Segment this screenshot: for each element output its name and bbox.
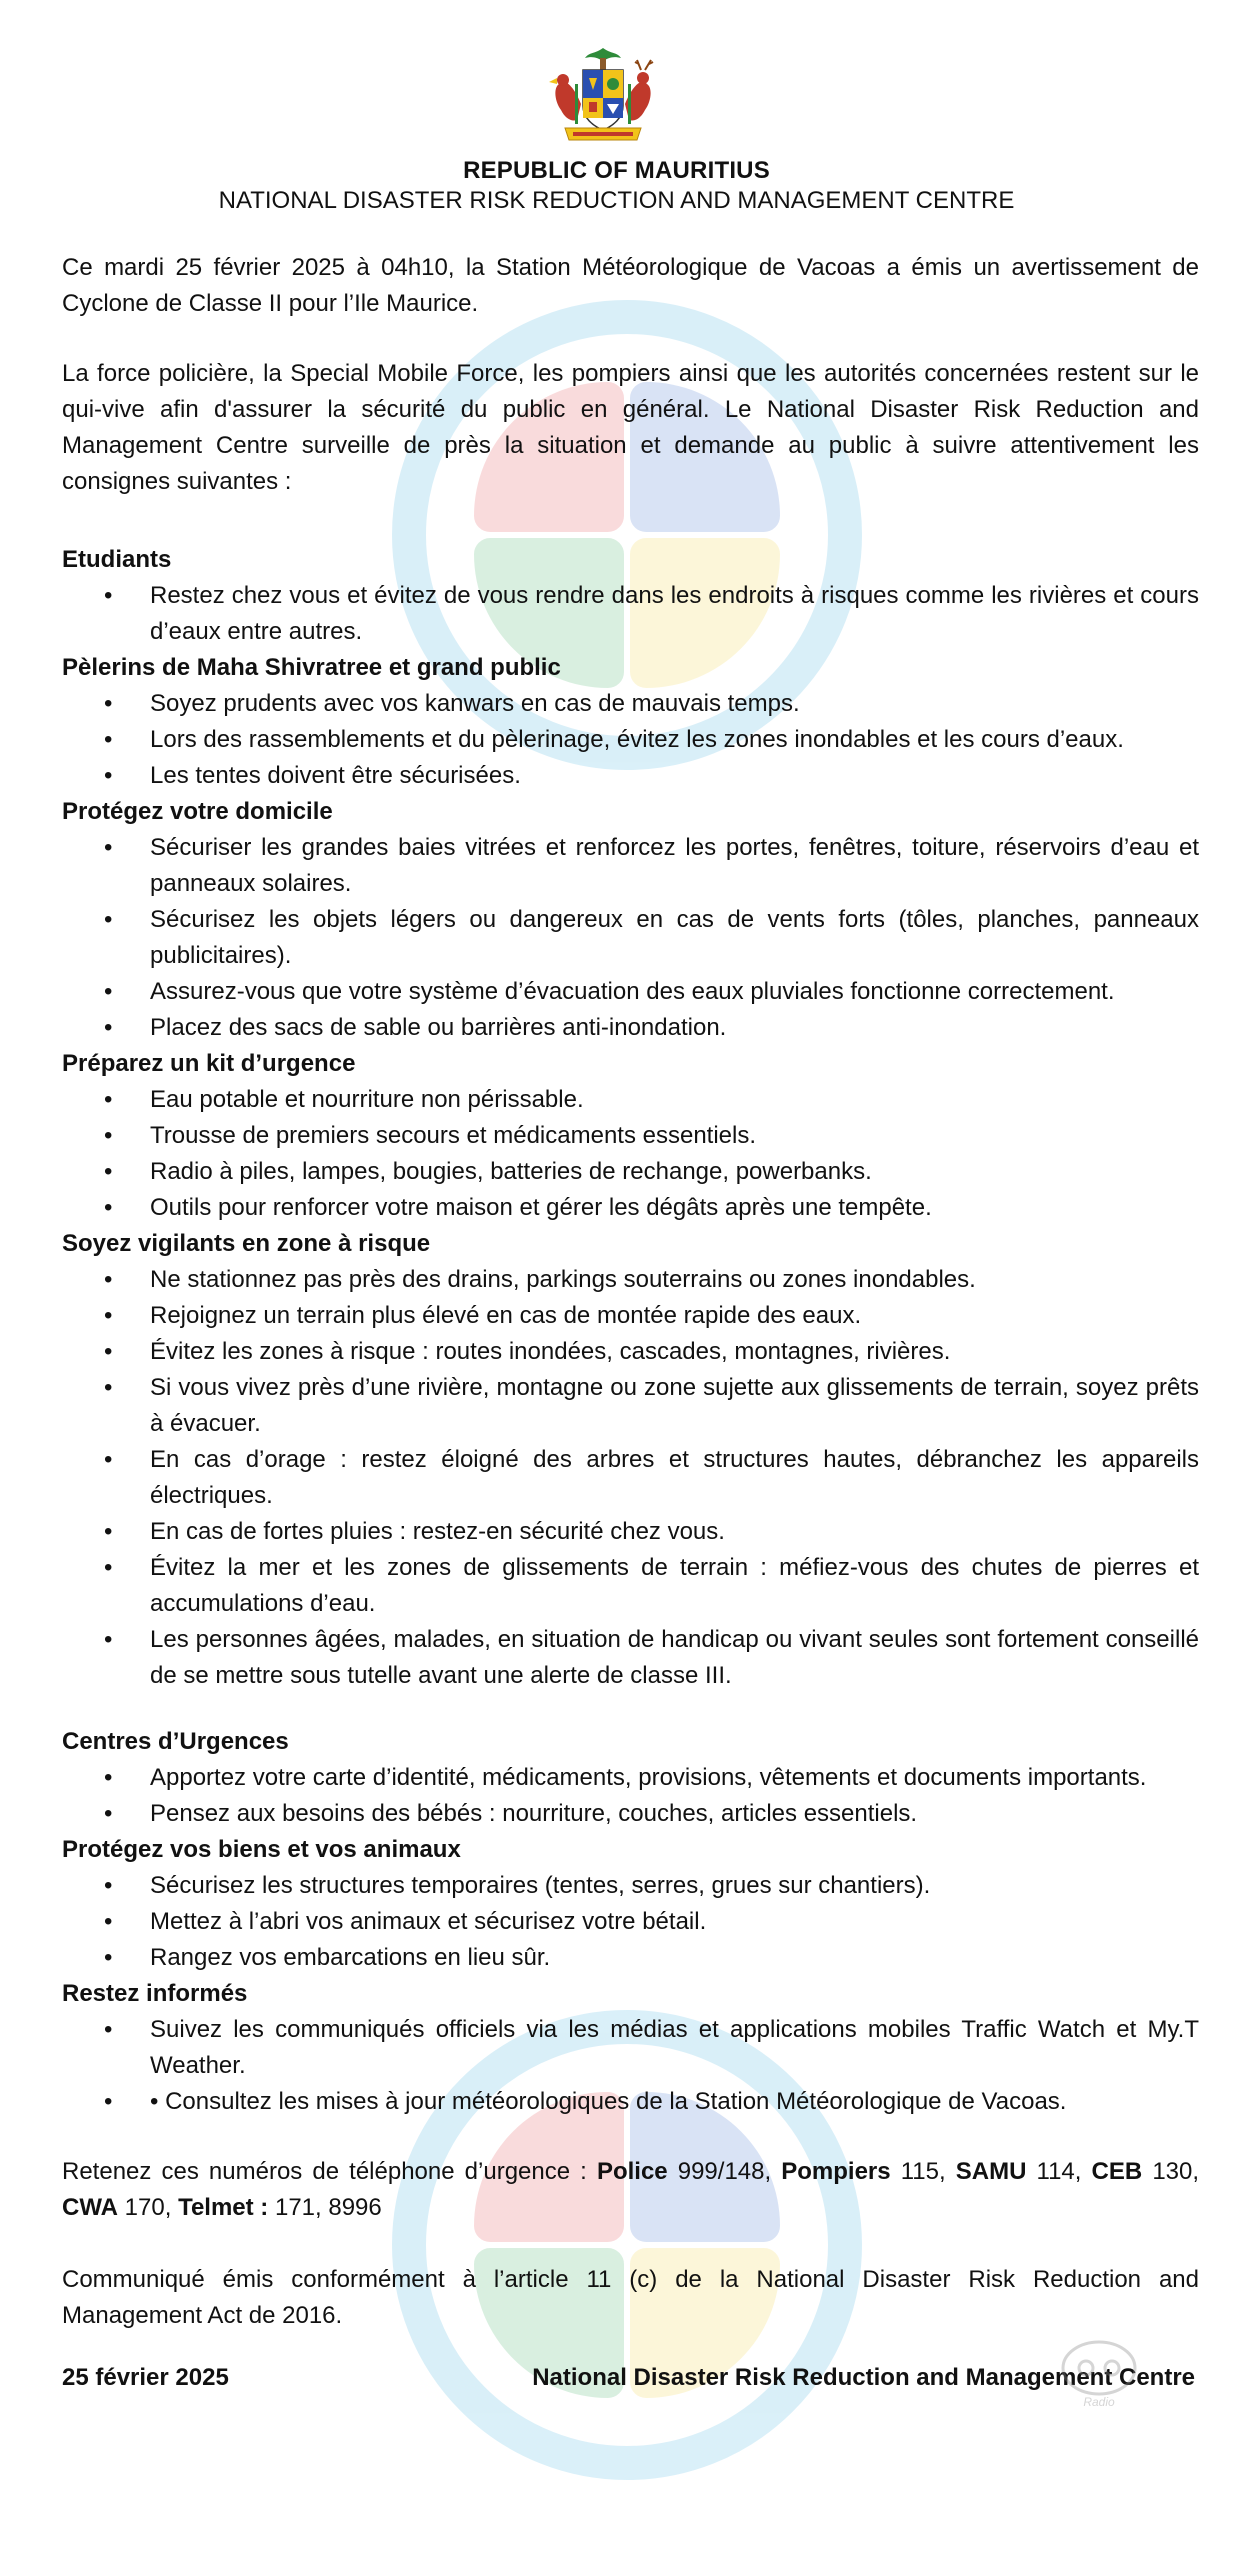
list-item-text: Pensez aux besoins des bébés : nourriture, couches, articles essentiels. [150,1800,918,1827]
samu-number: 114, [1036,2158,1082,2185]
bullet-icon: • [104,978,113,1005]
bullet-icon: • [104,1374,113,1401]
bullet-icon: • [104,1908,113,1935]
section-title: Soyez vigilants en zone à risque [62,1230,431,1257]
list-item [62,2012,1199,2084]
bullet-icon: • [104,1764,113,1791]
bullet-icon: • [104,2016,113,2043]
list-item-text: Les tentes doivent être sécurisées. [150,762,521,789]
cwa-number: 170, [124,2194,172,2221]
list-item [62,1190,1199,1226]
bullet-icon: • [104,762,113,789]
section-title: Restez informés [62,1980,248,2007]
list-item-text: Ne stationnez pas près des drains, parkings souterrains ou zones inondables. [150,1266,976,1293]
list-item [62,1082,1199,1118]
list-item-text: Restez chez vous et évitez de vous rendre dans les endroits à risques comme les rivières et cours d’eaux entre autres. [150,582,1199,645]
bullet-icon: • [104,1302,113,1329]
list-item-text: Sécurisez les structures temporaires (tentes, serres, grues sur chantiers). [150,1872,931,1899]
list-item [62,902,1199,974]
list-item-text: Apportez votre carte d’identité, médicaments, provisions, vêtements et documents importants. [150,1764,1147,1791]
bullet-list [62,578,1199,650]
closing-legal-note: Communiqué émis conformément à l’article 11 (c) de la National Disaster Risk Reduction and Management Act de 2016. [62,2266,1199,2329]
bullet-icon: • [104,1626,113,1653]
bullet-icon: • [104,1014,113,1041]
intro-paragraph-authorities: La force policière, la Special Mobile Force, les pompiers ainsi que les autorités concernées restent sur le qui-vive afin d'assurer la sécurité du public en général. Le National Disaster Risk Reduction and Management Centre surveille de près la situation et demande au public à suivre attentivement les consignes suivantes : [62,360,1199,495]
bullet-icon: • [104,1800,113,1827]
bullet-icon: • [104,1518,113,1545]
emergency-lead: Retenez ces numéros de téléphone d’urgence : [62,2158,587,2185]
list-item-text: En cas de fortes pluies : restez-en sécurité chez vous. [150,1518,725,1545]
bullet-icon: • [104,582,113,609]
radio-station-logo-icon [1058,2338,1140,2410]
telmet-number: 171, 8996 [274,2194,382,2221]
list-item [62,2084,1199,2120]
bullet-list [62,1262,1199,1694]
list-item-text: Radio à piles, lampes, bougies, batteries de rechange, powerbanks. [150,1158,872,1185]
bullet-icon: • [104,1944,113,1971]
list-item [62,1154,1199,1190]
list-item [62,1868,1199,1904]
list-item-text: Placez des sacs de sable ou barrières anti-inondation. [150,1014,727,1041]
police-number: 999/148, [677,2158,772,2185]
bullet-icon: • [104,2088,113,2115]
section-title: Préparez un kit d’urgence [62,1050,356,1077]
list-item-text: • Consultez les mises à jour météorologiques de la Station Météorologique de Vacoas. [150,2088,1067,2115]
bullet-list [62,2012,1199,2120]
list-item-text: Si vous vivez près d’une rivière, montagne ou zone sujette aux glissements de terrain, soyez prêts à évacuer. [150,1374,1199,1437]
list-item-text: Évitez la mer et les zones de glissements de terrain : méfiez-vous des chutes de pierres et accumulations d’eau. [150,1554,1199,1617]
radio-label: Radio [1083,2395,1115,2409]
list-item [62,1118,1199,1154]
list-item-text: Sécuriser les grandes baies vitrées et renforcez les portes, fenêtres, toiture, réservoirs d’eau et panneaux solaires. [150,834,1199,897]
bullet-icon: • [104,906,113,933]
bullet-icon: • [104,1554,113,1581]
emergency-numbers [62,2154,1199,2226]
bullet-icon: • [104,834,113,861]
telmet-label: Telmet : [178,2194,269,2221]
section-title: Pèlerins de Maha Shivratree et grand public [62,654,561,681]
list-item-text: Rangez vos embarcations en lieu sûr. [150,1944,551,1971]
bullet-icon: • [104,726,113,753]
list-item [62,1904,1199,1940]
section-title: Etudiants [62,546,172,573]
list-item [62,1550,1199,1622]
list-item [62,1796,1199,1832]
samu-label: SAMU [955,2158,1027,2185]
list-item-text: Soyez prudents avec vos kanwars en cas de mauvais temps. [150,690,800,717]
ceb-label: CEB [1091,2158,1143,2185]
list-item [62,1514,1199,1550]
list-item [62,830,1199,902]
list-item-text: Mettez à l’abri vos animaux et sécurisez votre bétail. [150,1908,707,1935]
bullet-icon: • [104,1194,113,1221]
list-item-text: En cas d’orage : restez éloigné des arbres et structures hautes, débranchez les appareils électriques. [150,1446,1199,1509]
list-item [62,1442,1199,1514]
pompiers-number: 115, [900,2158,946,2185]
list-item [62,578,1199,650]
bullet-icon: • [104,1266,113,1293]
cwa-label: CWA [62,2194,118,2221]
footer-date: 25 février 2025 [62,2364,229,2391]
list-item [62,1370,1199,1442]
list-item-text: Les personnes âgées, malades, en situation de handicap ou vivant seules sont fortement conseillé de se mettre sous tutelle avant une alerte de classe III. [150,1626,1199,1689]
bullet-list [62,686,1199,794]
bullet-list [62,830,1199,1046]
bullet-list [62,1868,1199,1976]
list-item [62,1010,1199,1046]
list-item [62,1760,1199,1796]
bullet-list [62,1760,1199,1832]
section-title: Protégez vos biens et vos animaux [62,1836,461,1863]
list-item [62,1622,1199,1694]
list-item-text: Évitez les zones à risque : routes inondées, cascades, montagnes, rivières. [150,1338,951,1365]
list-item [62,1940,1199,1976]
advice-sections [62,542,1199,2120]
police-label: Police [596,2158,668,2185]
document-content [62,44,1199,2392]
list-item [62,1298,1199,1334]
coat-of-arms-icon [543,44,663,146]
list-item [62,722,1199,758]
intro-paragraph-warning: Ce mardi 25 février 2025 à 04h10, la Station Météorologique de Vacoas a émis un avertissement de Cyclone de Classe II pour l’Ile Maurice. [62,254,1199,317]
header-agency: NATIONAL DISASTER RISK REDUCTION AND MANAGEMENT CENTRE [218,187,1015,214]
list-item-text: Trousse de premiers secours et médicaments essentiels. [150,1122,757,1149]
bullet-list [62,1082,1199,1226]
list-item-text: Sécurisez les objets légers ou dangereux en cas de vents forts (tôles, planches, panneaux publicitaires). [150,906,1199,969]
bullet-icon: • [104,1158,113,1185]
list-item-text: Suivez les communiqués officiels via les médias et applications mobiles Traffic Watch et My.T Weather. [150,2016,1199,2079]
bullet-icon: • [104,690,113,717]
footer-organisation: National Disaster Risk Reduction and Management Centre [532,2364,1195,2391]
bullet-icon: • [104,1446,113,1473]
list-item-text: Eau potable et nourriture non périssable. [150,1086,584,1113]
bullet-icon: • [104,1872,113,1899]
list-item-text: Rejoignez un terrain plus élevé en cas de montée rapide des eaux. [150,1302,862,1329]
list-item [62,758,1199,794]
header-country: REPUBLIC OF MAURITIUS [463,157,770,184]
bullet-icon: • [104,1122,113,1149]
section-title: Protégez votre domicile [62,798,333,825]
document-footer [62,2364,1199,2392]
section-title: Centres d’Urgences [62,1728,289,1755]
list-item-text: Outils pour renforcer votre maison et gérer les dégâts après une tempête. [150,1194,932,1221]
list-item [62,974,1199,1010]
list-item [62,1334,1199,1370]
list-item [62,686,1199,722]
ceb-number: 130, [1152,2158,1200,2185]
pompiers-label: Pompiers [781,2158,891,2185]
list-item-text: Assurez-vous que votre système d’évacuation des eaux pluviales fonctionne correctement. [150,978,1115,1005]
bullet-icon: • [104,1086,113,1113]
bullet-icon: • [104,1338,113,1365]
list-item-text: Lors des rassemblements et du pèlerinage, évitez les zones inondables et les cours d’eaux. [150,726,1124,753]
list-item [62,1262,1199,1298]
